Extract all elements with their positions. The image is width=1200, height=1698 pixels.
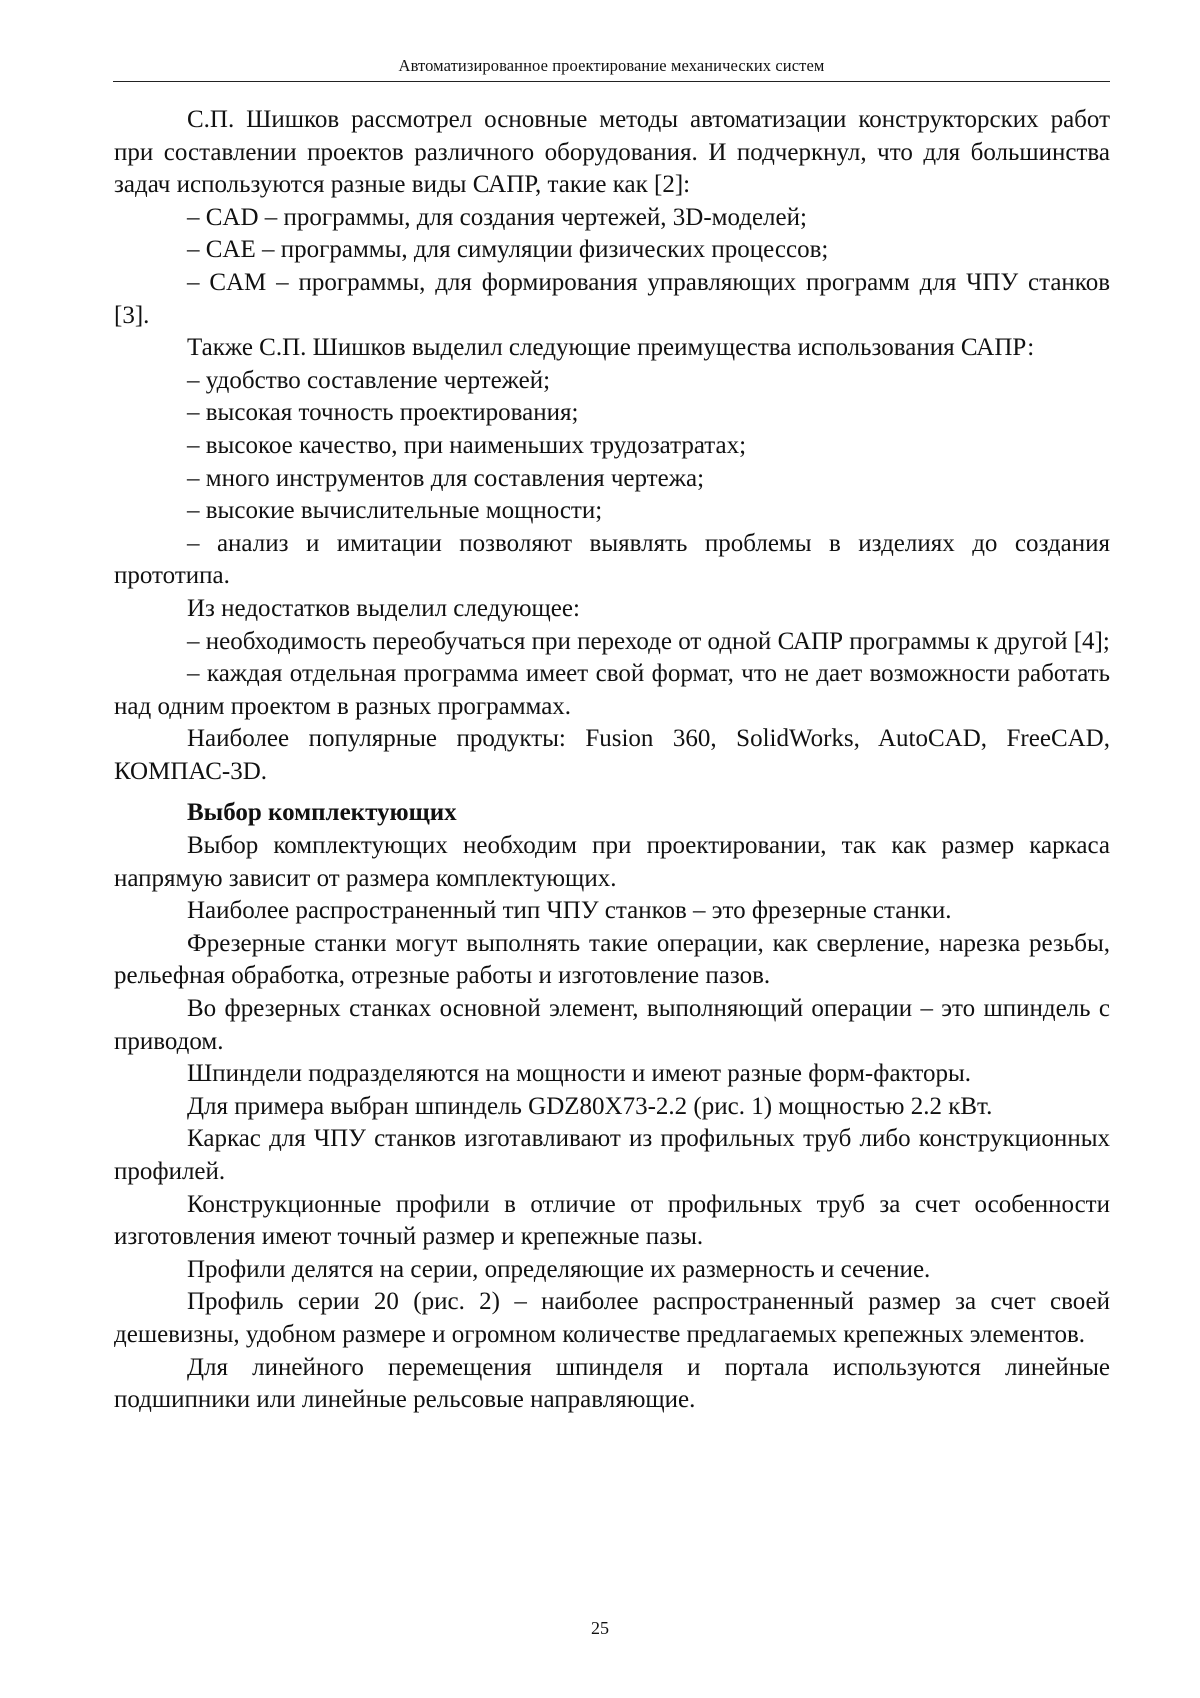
paragraph: Для линейного перемещения шпинделя и портала используются линейные подшипники или линейные рельсовые направляющие.	[114, 1353, 1110, 1414]
list-item: – CAD – программы, для создания чертежей, 3D-моделей;	[187, 203, 807, 231]
header-rule	[113, 81, 1110, 82]
paragraph: Профиль серии 20 (рис. 2) – наиболее распространенный размер за счет своей дешевизны, удобном размере и огромном количестве предлагаемых крепежных элементов.	[114, 1288, 1110, 1348]
list-item: – анализ и имитации позволяют выявлять проблемы в изделиях до создания прототипа.	[114, 529, 1110, 590]
list-item: – высокое качество, при наименьших трудозатратах;	[187, 431, 747, 459]
list-item: – высокая точность проектирования;	[187, 399, 579, 427]
page-number: 25	[591, 1618, 609, 1638]
paragraph: Профили делятся на серии, определяющие их размерность и сечение.	[187, 1255, 931, 1283]
paragraph: Наиболее популярные продукты: Fusion 360, SolidWorks, AutoCAD, FreeCAD, КОМПАС-3D.	[114, 725, 1110, 785]
list-item: – CAM – программы, для формирования управляющих программ для ЧПУ станков [3].	[114, 268, 1110, 329]
paragraph: Для примера выбран шпиндель GDZ80X73-2.2 (рис. 1) мощностью 2.2 кВт.	[187, 1092, 993, 1120]
paragraph: Из недостатков выделил следующее:	[187, 594, 580, 622]
paragraph: Фрезерные станки могут выполнять такие операции, как сверление, нарезка резьбы, рельефная обработка, отрезные работы и изготовление пазов.	[114, 929, 1110, 990]
list-item: – CAE – программы, для симуляции физических процессов;	[187, 236, 829, 264]
paragraph: Во фрезерных станках основной элемент, выполняющий операции – это шпиндель с приводом.	[114, 995, 1110, 1055]
list-item: – высокие вычислительные мощности;	[187, 497, 603, 525]
paragraph: Также С.П. Шишков выделил следующие преимущества использования САПР:	[187, 334, 1035, 362]
paragraph: Конструкционные профили в отличие от профильных труб за счет особенности изготовления имеют точный размер и крепежные пазы.	[114, 1190, 1110, 1251]
paragraph: Выбор комплектующих необходим при проектировании, так как размер каркаса напрямую зависит от размера комплектующих.	[114, 832, 1110, 892]
running-header: Автоматизированное проектирование механических систем	[398, 56, 825, 75]
list-item: – каждая отдельная программа имеет свой формат, что не дает возможности работать над одним проектом в разных программах.	[114, 660, 1110, 720]
paragraph: С.П. Шишков рассмотрел основные методы автоматизации конструкторских работ при составлении проектов различного оборудования. И подчеркнул, что для большинства задач используются разные виды САПР, такие как [2]:	[114, 106, 1110, 199]
paragraph: Каркас для ЧПУ станков изготавливают из профильных труб либо конструкционных профилей.	[114, 1125, 1110, 1185]
section-heading: Выбор комплектующих	[187, 799, 457, 827]
list-item: – удобство составление чертежей;	[187, 366, 551, 394]
body-text	[114, 104, 1110, 1417]
paragraph: Наиболее распространенный тип ЧПУ станков – это фрезерные станки.	[187, 897, 952, 925]
list-item: – много инструментов для составления чертежа;	[187, 464, 705, 492]
list-item: – необходимость переобучаться при переходе от одной САПР программы к другой [4];	[187, 627, 1110, 655]
paragraph: Шпиндели подразделяются на мощности и имеют разные форм-факторы.	[187, 1060, 971, 1088]
